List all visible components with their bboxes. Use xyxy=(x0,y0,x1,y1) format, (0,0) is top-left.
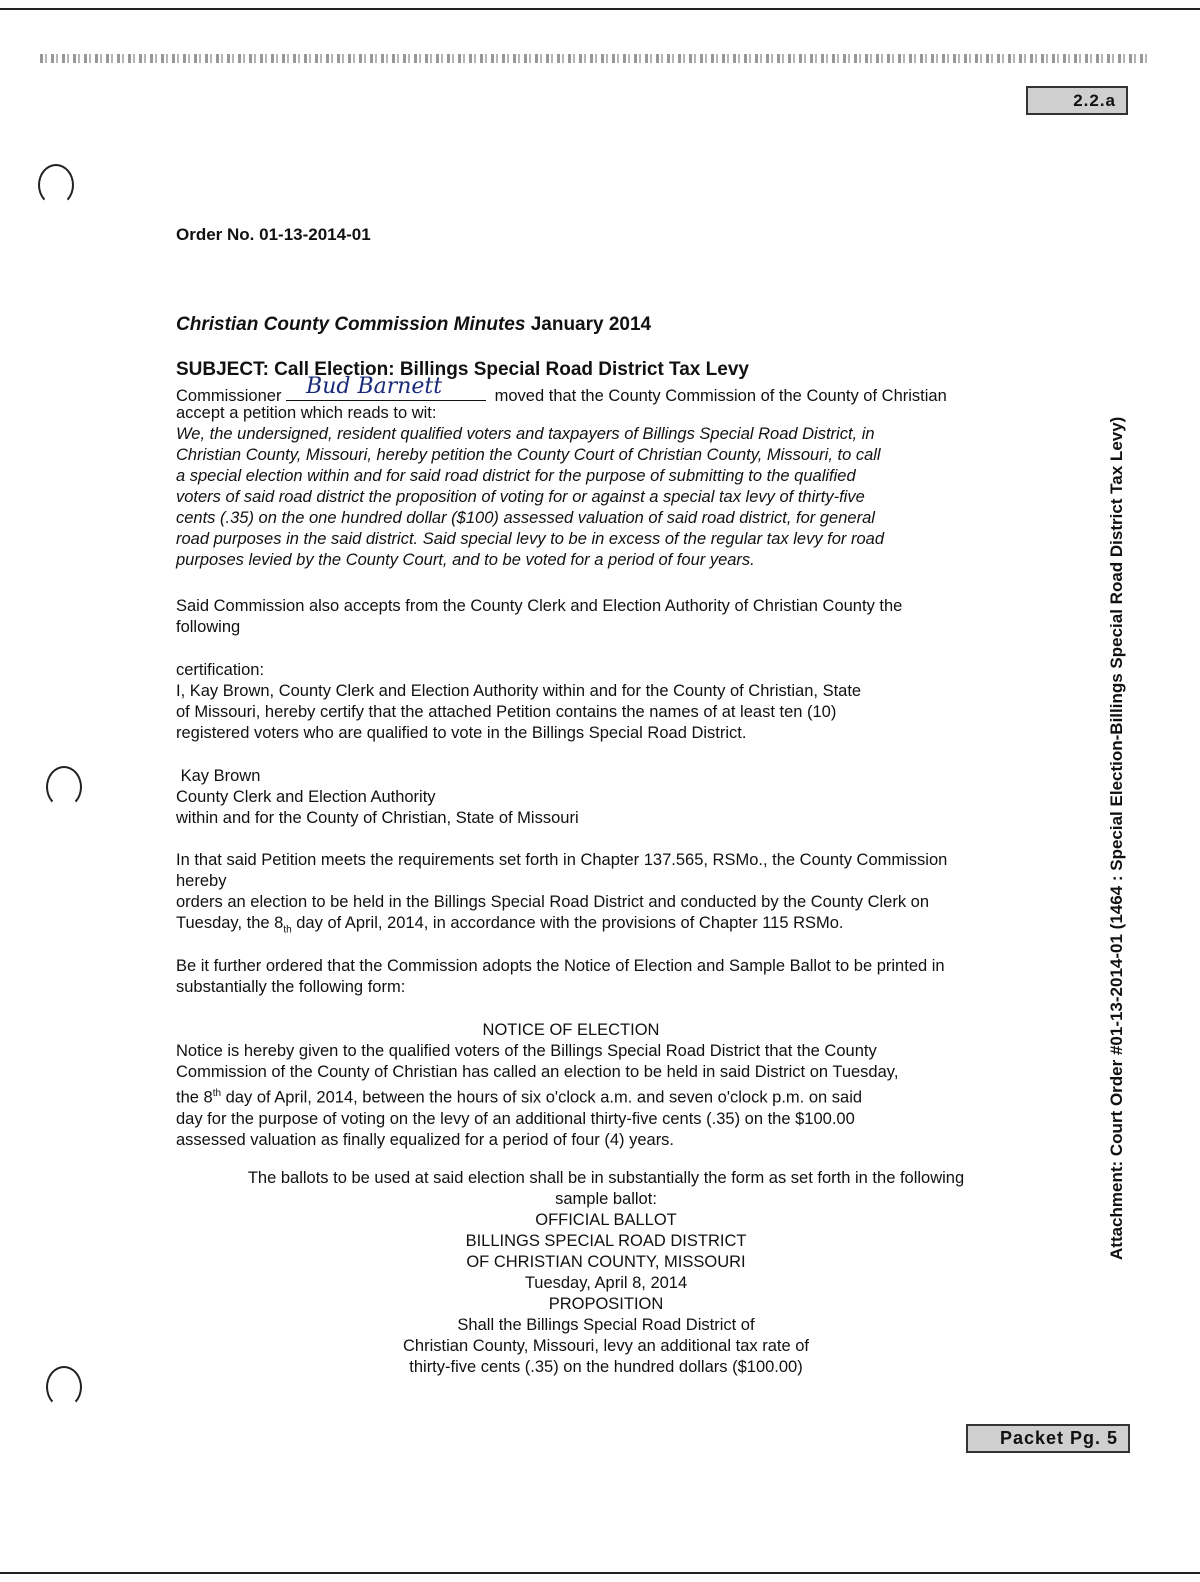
punch-hole-top xyxy=(38,164,74,206)
accepts-line: following xyxy=(176,618,241,636)
petition-meets-line: In that said Petition meets the requirements set forth in Chapter 137.565, RSMo., the County Commission xyxy=(176,851,948,869)
petition-line: voters of said road district the proposition of voting for or against a special tax levy of thirty-five xyxy=(176,488,865,506)
clerk-line: within and for the County of Christian, State of Missouri xyxy=(176,809,579,827)
clerk-line: County Clerk and Election Authority xyxy=(176,788,436,806)
ballot-line: thirty-five cents (.35) on the hundred dollars ($100.00) xyxy=(409,1358,803,1376)
notice-after: day of April, 2014, between the hours of six o'clock a.m. and seven o'clock p.m. on said xyxy=(221,1088,863,1107)
petition-line: road purposes in the said district. Said special levy to be in excess of the regular tax levy for road xyxy=(176,530,885,548)
petition-text xyxy=(176,424,1036,571)
ballot-line: OFFICIAL BALLOT xyxy=(535,1211,677,1229)
tuesday-post: day of April, 2014, in accordance with the provisions of Chapter 115 RSMo. xyxy=(291,914,844,932)
commissioner-signature: Bud Barnett xyxy=(306,374,443,399)
ballot-line: The ballots to be used at said election shall be in substantially the form as set forth in the following xyxy=(247,1169,965,1187)
punch-hole-bottom xyxy=(46,1366,82,1408)
subject-line: SUBJECT: Call Election: Billings Special Road District Tax Levy xyxy=(176,359,749,380)
moved-text: moved that the County Commission of the County of Christian xyxy=(494,387,947,405)
ballot-line: BILLINGS SPECIAL ROAD DISTRICT xyxy=(465,1232,747,1250)
certification-line: I, Kay Brown, County Clerk and Election Authority within and for the County of Christian, State xyxy=(176,682,862,700)
further-ordered-paragraph xyxy=(176,956,1076,998)
sample-ballot xyxy=(176,1168,1036,1378)
attachment-side-label: Attachment: Court Order #01-13-2014-01 (1464 : Special Election-Billings Special Road District Tax Levy) xyxy=(1107,416,1126,1260)
petition-line: Christian County, Missouri, hereby petition the County Court of Christian County, Missouri, to call xyxy=(176,446,881,464)
petition-line: We, the undersigned, resident qualified voters and taxpayers of Billings Special Road District, in xyxy=(176,425,875,443)
notice-line xyxy=(176,1083,1036,1109)
scan-noise-strip xyxy=(40,54,1150,63)
certification-line: certification: xyxy=(176,661,265,679)
certification-line: of Missouri, hereby certify that the attached Petition contains the names of at least ten (10) xyxy=(176,703,837,721)
ballot-line: Tuesday, April 8, 2014 xyxy=(524,1274,688,1292)
item-badge: 2.2.a xyxy=(1026,86,1128,115)
tuesday-sup: th xyxy=(283,924,292,936)
top-rule xyxy=(0,8,1200,10)
minutes-title xyxy=(176,314,651,335)
notice-paragraph xyxy=(176,1041,1036,1151)
clerk-signature-block xyxy=(176,766,1036,829)
minutes-title-date: January 2014 xyxy=(525,314,652,335)
notice-line: day for the purpose of voting on the levy of an additional thirty-five cents (.35) on the $100.00 xyxy=(176,1109,855,1128)
certification-line: registered voters who are qualified to vote in the Billings Special Road District. xyxy=(176,724,747,742)
certification-paragraph xyxy=(176,660,1036,744)
petition-meets-paragraph xyxy=(176,850,1076,940)
ballot-line: OF CHRISTIAN COUNTY, MISSOURI xyxy=(466,1253,746,1271)
accept-line: accept a petition which reads to wit: xyxy=(176,404,437,422)
minutes-title-italic: Christian County Commission Minutes xyxy=(176,314,526,335)
ballot-line: sample ballot: xyxy=(555,1190,657,1208)
further-line: Be it further ordered that the Commission adopts the Notice of Election and Sample Ballot to be printed in xyxy=(176,957,945,975)
notice-line: assessed valuation as finally equalized for a period of four (4) years. xyxy=(176,1130,675,1149)
bottom-rule xyxy=(0,1572,1200,1574)
punch-hole-middle xyxy=(46,766,82,808)
tuesday-line xyxy=(176,913,1076,940)
tuesday-pre: Tuesday, the 8 xyxy=(176,914,284,932)
signature-line xyxy=(286,374,486,401)
petition-meets-line: hereby xyxy=(176,872,227,890)
petition-line: purposes levied by the County Court, and to be voted for a period of four years. xyxy=(176,551,755,569)
packet-page-badge: Packet Pg. 5 xyxy=(966,1424,1130,1453)
notice-line: Notice is hereby given to the qualified voters of the Billings Special Road District that the County xyxy=(176,1042,877,1060)
notice-heading: NOTICE OF ELECTION xyxy=(482,1021,660,1039)
notice-sup: th xyxy=(212,1088,222,1099)
petition-line: cents (.35) on the one hundred dollar ($100) assessed valuation of said road district, for general xyxy=(176,509,875,527)
commissioner-label: Commissioner xyxy=(176,387,282,405)
notice-line: Commission of the County of Christian has called an election to be held in said District on Tuesday, xyxy=(176,1063,899,1081)
accepts-paragraph xyxy=(176,596,1036,638)
ballot-line: PROPOSITION xyxy=(548,1295,664,1313)
order-number: Order No. 01-13-2014-01 xyxy=(176,225,371,244)
ballot-line: Shall the Billings Special Road District of xyxy=(457,1316,755,1334)
further-line: substantially the following form: xyxy=(176,978,406,996)
accepts-line: Said Commission also accepts from the County Clerk and Election Authority of Christian County the xyxy=(176,597,903,615)
ballot-line: Christian County, Missouri, levy an additional tax rate of xyxy=(403,1337,809,1355)
petition-meets-line: orders an election to be held in the Billings Special Road District and conducted by the County Clerk on xyxy=(176,893,930,911)
notice-the: the 8 xyxy=(176,1088,213,1107)
petition-line: a special election within and for said road district for the purpose of submitting to the qualified xyxy=(176,467,856,485)
clerk-line: Kay Brown xyxy=(176,767,261,785)
